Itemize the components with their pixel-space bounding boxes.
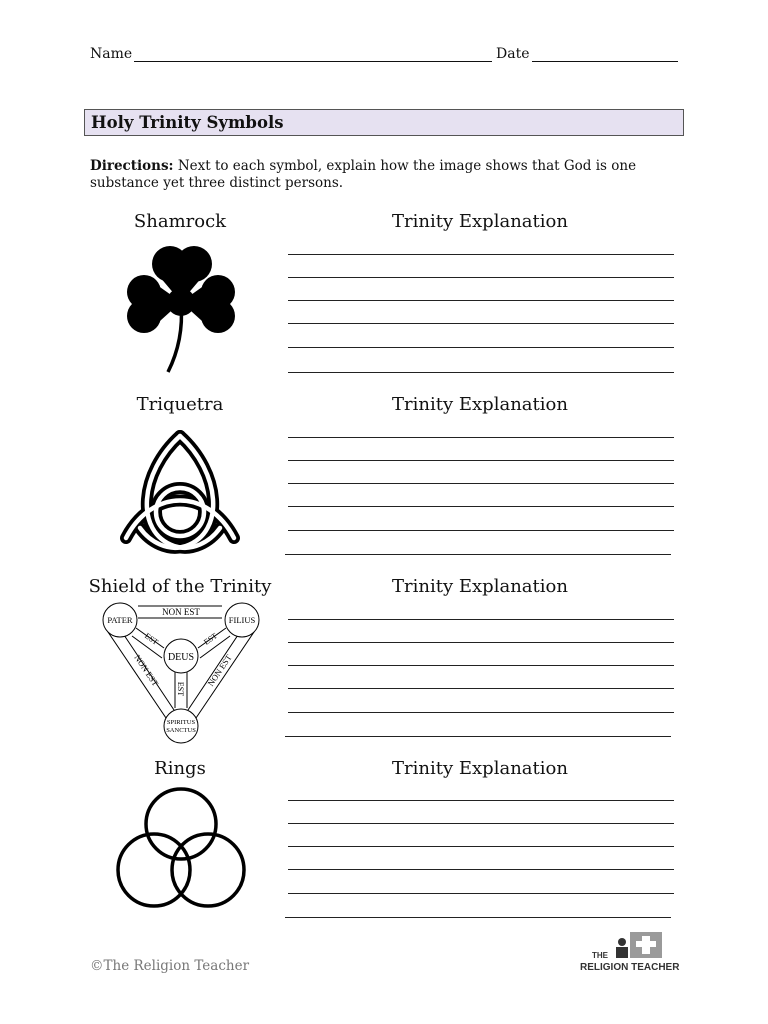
name-label: Name — [90, 46, 133, 62]
worksheet-title: Holy Trinity Symbols — [84, 109, 684, 136]
copyright-footer: ©The Religion Teacher — [90, 958, 250, 974]
symbol-title-shield: Shield of the Trinity — [88, 576, 272, 597]
symbol-title-triquetra: Triquetra — [136, 394, 224, 415]
logo-text-the: THE — [592, 951, 608, 960]
name-date-header — [90, 44, 678, 66]
religion-teacher-logo — [578, 930, 683, 978]
triquetra-icon — [112, 428, 248, 556]
shield-label-spiritus: SPIRITUS — [166, 719, 196, 726]
shield-of-trinity-icon — [98, 600, 264, 744]
shield-label-est-bottom: EST — [176, 681, 185, 697]
name-field[interactable] — [134, 61, 492, 62]
symbol-title-shamrock: Shamrock — [133, 211, 227, 232]
shield-label-est-left: EST — [143, 631, 160, 647]
explanation-heading-4: Trinity Explanation — [392, 758, 568, 779]
date-label: Date — [496, 46, 530, 62]
shield-label-non-est-right: NON EST — [205, 652, 234, 688]
shield-label-non-est-left: NON EST — [132, 652, 161, 688]
logo-text-religion-teacher: RELIGION TEACHER — [580, 962, 680, 973]
shield-label-sanctus: SANCTUS — [166, 727, 196, 734]
shield-label-est-right: EST — [202, 631, 219, 647]
explanation-heading-2: Trinity Explanation — [392, 394, 568, 415]
directions — [90, 158, 680, 192]
three-rings-icon — [114, 784, 248, 912]
directions-text: Next to each symbol, explain how the image shows that God is one substance yet three distinct persons. — [90, 158, 637, 191]
shield-label-pater: PATER — [107, 615, 133, 625]
date-field[interactable] — [532, 61, 678, 62]
symbol-title-rings: Rings — [154, 758, 206, 779]
shamrock-icon — [124, 240, 238, 376]
explanation-heading-3: Trinity Explanation — [392, 576, 568, 597]
directions-label: Directions: — [90, 158, 174, 174]
shield-label-filius: FILIUS — [228, 615, 256, 625]
shield-label-deus: DEUS — [167, 652, 195, 663]
shield-label-non-est-top: NON EST — [162, 607, 200, 617]
explanation-heading-1: Trinity Explanation — [392, 211, 568, 232]
